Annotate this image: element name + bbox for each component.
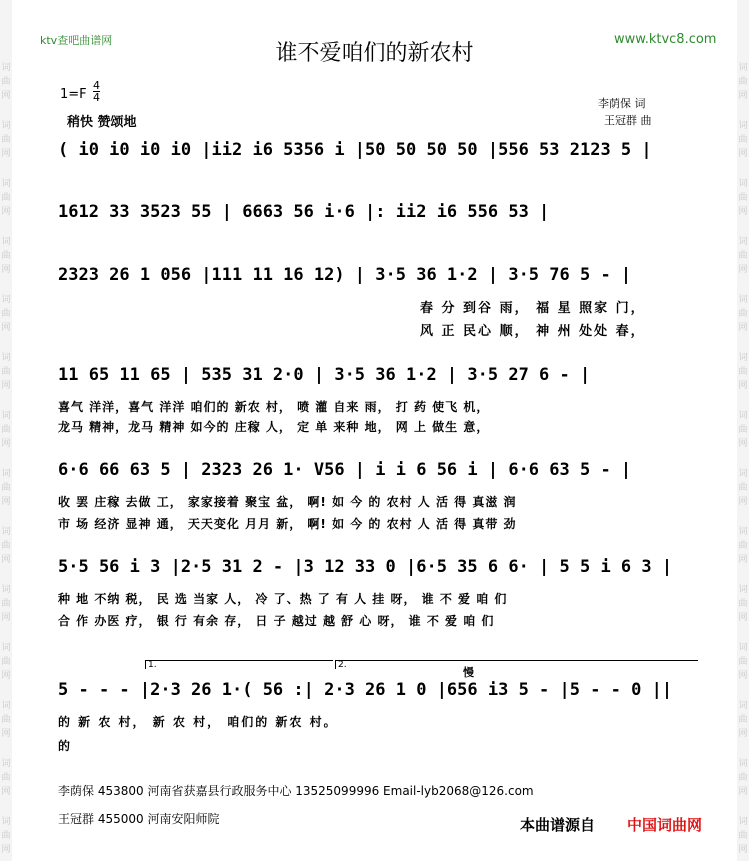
watermark-glyph: 曲: [738, 541, 748, 551]
watermark-glyph: 网: [738, 497, 748, 507]
time-denominator: 4: [93, 91, 100, 104]
watermark-glyph: 网: [738, 845, 748, 855]
lyrics-row-7-verse-1: 的 新 农 村， 新 农 村， 咱们的 新农 村。: [58, 715, 338, 729]
watermark-glyph: 词: [1, 353, 11, 363]
watermark-glyph: 曲: [738, 599, 748, 609]
time-numerator: 4: [93, 79, 100, 92]
lyrics-row-5-verse-1: 收 罢 庄稼 去做 工， 家家接着 聚宝 盆， 啊! 如 今 的 农村 人 活 得 真滋 润: [58, 495, 517, 509]
watermark-glyph: 网: [738, 207, 748, 217]
lyrics-row-5-verse-2: 市 场 经济 显神 通， 天天变化 月月 新， 啊! 如 今 的 农村 人 活 得 真带 劲: [58, 517, 517, 531]
watermark-glyph: 网: [1, 381, 11, 391]
watermark-glyph: 词: [1, 469, 11, 479]
watermark-glyph: 网: [738, 671, 748, 681]
watermark-glyph: 网: [738, 787, 748, 797]
watermark-glyph: 词: [1, 817, 11, 827]
watermark-glyph: 网: [1, 497, 11, 507]
watermark-glyph: 网: [738, 555, 748, 565]
watermark-glyph: 曲: [738, 831, 748, 841]
watermark-glyph: 曲: [1, 773, 11, 783]
watermark-glyph: 网: [1, 671, 11, 681]
volta-2-bracket: 2.: [335, 660, 698, 669]
lyrics-row-6-verse-1: 种 地 不纳 税， 民 选 当家 人， 冷 了、热 了 有 人 挂 呀， 谁 不 爱 咱 们: [58, 592, 508, 606]
watermark-glyph: 曲: [738, 715, 748, 725]
watermark-glyph: 曲: [738, 425, 748, 435]
watermark-glyph: 曲: [1, 135, 11, 145]
watermark-glyph: 网: [738, 91, 748, 101]
watermark-glyph: 词: [1, 295, 11, 305]
watermark-glyph: 词: [738, 295, 748, 305]
lyrics-row-4-verse-2: 龙马 精神，龙马 精神 如今的 庄稼 人， 定 单 来种 地， 网 上 做生 意，: [58, 420, 490, 434]
watermark-glyph: 曲: [738, 309, 748, 319]
watermark-glyph: 曲: [1, 831, 11, 841]
score-row-1: ( i0 i0 i0 i0 |ii2 i6 5356 i |50 50 50 50 |556 53 2123 5 |: [58, 140, 652, 160]
lyrics-row-7-verse-2: 的: [58, 739, 73, 753]
watermark-glyph: 词: [738, 469, 748, 479]
watermark-glyph: 网: [738, 613, 748, 623]
key-signature: 1=F: [60, 87, 87, 102]
watermark-glyph: 网: [1, 729, 11, 739]
composer-credit: 王冠群 曲: [604, 114, 652, 127]
watermark-glyph: 网: [738, 323, 748, 333]
watermark-glyph: 曲: [1, 657, 11, 667]
watermark-glyph: 网: [1, 265, 11, 275]
watermark-glyph: 曲: [738, 483, 748, 493]
site-watermark-left: ktv查吧曲谱网: [40, 34, 113, 47]
slow-marking: 慢: [463, 666, 474, 679]
watermark-glyph: 曲: [738, 77, 748, 87]
score-row-6: 5·5 56 i 3 |2·5 31 2 - |3 12 33 0 |6·5 35 6 6· | 5 5 i 6 3 |: [58, 557, 673, 577]
footer-contact-lyricist: 李荫保 453800 河南省获嘉县行政服务中心 13525099996 Email-lyb2068@126.com: [58, 784, 534, 798]
song-title: 谁不爱咱们的新农村: [275, 41, 474, 66]
watermark-glyph: 网: [738, 439, 748, 449]
watermark-glyph: 词: [1, 643, 11, 653]
watermark-glyph: 词: [1, 63, 11, 73]
watermark-glyph: 词: [738, 585, 748, 595]
watermark-glyph: 曲: [1, 483, 11, 493]
watermark-glyph: 网: [1, 149, 11, 159]
watermark-glyph: 网: [1, 613, 11, 623]
watermark-glyph: 曲: [738, 367, 748, 377]
watermark-glyph: 词: [1, 759, 11, 769]
watermark-glyph: 词: [738, 237, 748, 247]
watermark-glyph: 词: [738, 63, 748, 73]
volta-1-bracket: 1.: [145, 660, 333, 669]
watermark-glyph: 词: [738, 527, 748, 537]
watermark-glyph: 词: [1, 585, 11, 595]
watermark-glyph: 曲: [1, 77, 11, 87]
watermark-glyph: 网: [1, 323, 11, 333]
watermark-glyph: 曲: [738, 251, 748, 261]
watermark-glyph: 词: [1, 237, 11, 247]
watermark-glyph: 曲: [1, 193, 11, 203]
watermark-glyph: 词: [738, 759, 748, 769]
source-site-link[interactable]: 中国词曲网: [627, 816, 703, 834]
watermark-glyph: 曲: [738, 135, 748, 145]
watermark-glyph: 词: [738, 353, 748, 363]
site-watermark-right: www.ktvc8.com: [614, 32, 717, 47]
watermark-glyph: 曲: [1, 367, 11, 377]
watermark-glyph: 曲: [1, 425, 11, 435]
watermark-glyph: 词: [738, 179, 748, 189]
lyricist-credit: 李荫保 词: [598, 97, 646, 110]
watermark-glyph: 网: [738, 381, 748, 391]
source-label: 本曲谱源自: [520, 816, 596, 834]
score-row-7: 5 - - - |2·3 26 1·( 56 :| 2·3 26 1 0 |656 i3 5 - |5 - - 0 ||: [58, 680, 673, 700]
lyrics-row-4-verse-1: 喜气 洋洋，喜气 洋洋 咱们的 新农 村， 喷 灌 自来 雨， 打 药 使飞 机，: [58, 400, 490, 414]
watermark-glyph: 词: [1, 179, 11, 189]
watermark-glyph: 网: [1, 207, 11, 217]
watermark-glyph: 曲: [738, 773, 748, 783]
time-signature: [93, 80, 100, 103]
tempo-marking: 稍快 赞颂地: [67, 115, 137, 130]
watermark-glyph: 网: [738, 265, 748, 275]
lyrics-row-3-verse-1: 春 分 到谷 雨， 福 星 照家 门，: [420, 301, 646, 316]
watermark-glyph: 曲: [1, 599, 11, 609]
watermark-glyph: 网: [1, 439, 11, 449]
watermark-glyph: 网: [1, 555, 11, 565]
score-row-4: 11 65 11 65 | 535 31 2·0 | 3·5 36 1·2 | 3·5 27 6 - |: [58, 365, 591, 385]
watermark-glyph: 网: [1, 787, 11, 797]
watermark-glyph: 词: [738, 411, 748, 421]
score-row-3: 2323 26 1 056 |111 11 16 12) | 3·5 36 1·2 | 3·5 76 5 - |: [58, 265, 632, 285]
score-row-5: 6·6 66 63 5 | 2323 26 1· V56 | i i 6 56 i | 6·6 63 5 - |: [58, 460, 632, 480]
watermark-glyph: 网: [1, 91, 11, 101]
watermark-glyph: 词: [1, 701, 11, 711]
watermark-glyph: 词: [738, 701, 748, 711]
watermark-glyph: 词: [738, 121, 748, 131]
watermark-glyph: 词: [1, 121, 11, 131]
watermark-glyph: 词: [1, 527, 11, 537]
watermark-glyph: 词: [1, 411, 11, 421]
watermark-glyph: 词: [738, 643, 748, 653]
watermark-glyph: 曲: [1, 251, 11, 261]
lyrics-row-3-verse-2: 风 正 民心 顺， 神 州 处处 春，: [420, 324, 646, 339]
footer-contact-composer: 王冠群 455000 河南安阳师院: [58, 812, 220, 826]
watermark-glyph: 词: [738, 817, 748, 827]
watermark-glyph: 网: [738, 729, 748, 739]
watermark-glyph: 网: [1, 845, 11, 855]
watermark-glyph: 曲: [1, 715, 11, 725]
lyrics-row-6-verse-2: 合 作 办医 疗， 银 行 有余 存， 日 子 越过 越 舒 心 呀， 谁 不 爱 咱 们: [58, 614, 495, 628]
watermark-glyph: 曲: [738, 657, 748, 667]
watermark-glyph: 曲: [738, 193, 748, 203]
watermark-glyph: 网: [738, 149, 748, 159]
watermark-glyph: 曲: [1, 309, 11, 319]
watermark-glyph: 曲: [1, 541, 11, 551]
score-row-2: 1612 33 3523 55 | 6663 56 i·6 |: ii2 i6 556 53 |: [58, 202, 550, 222]
